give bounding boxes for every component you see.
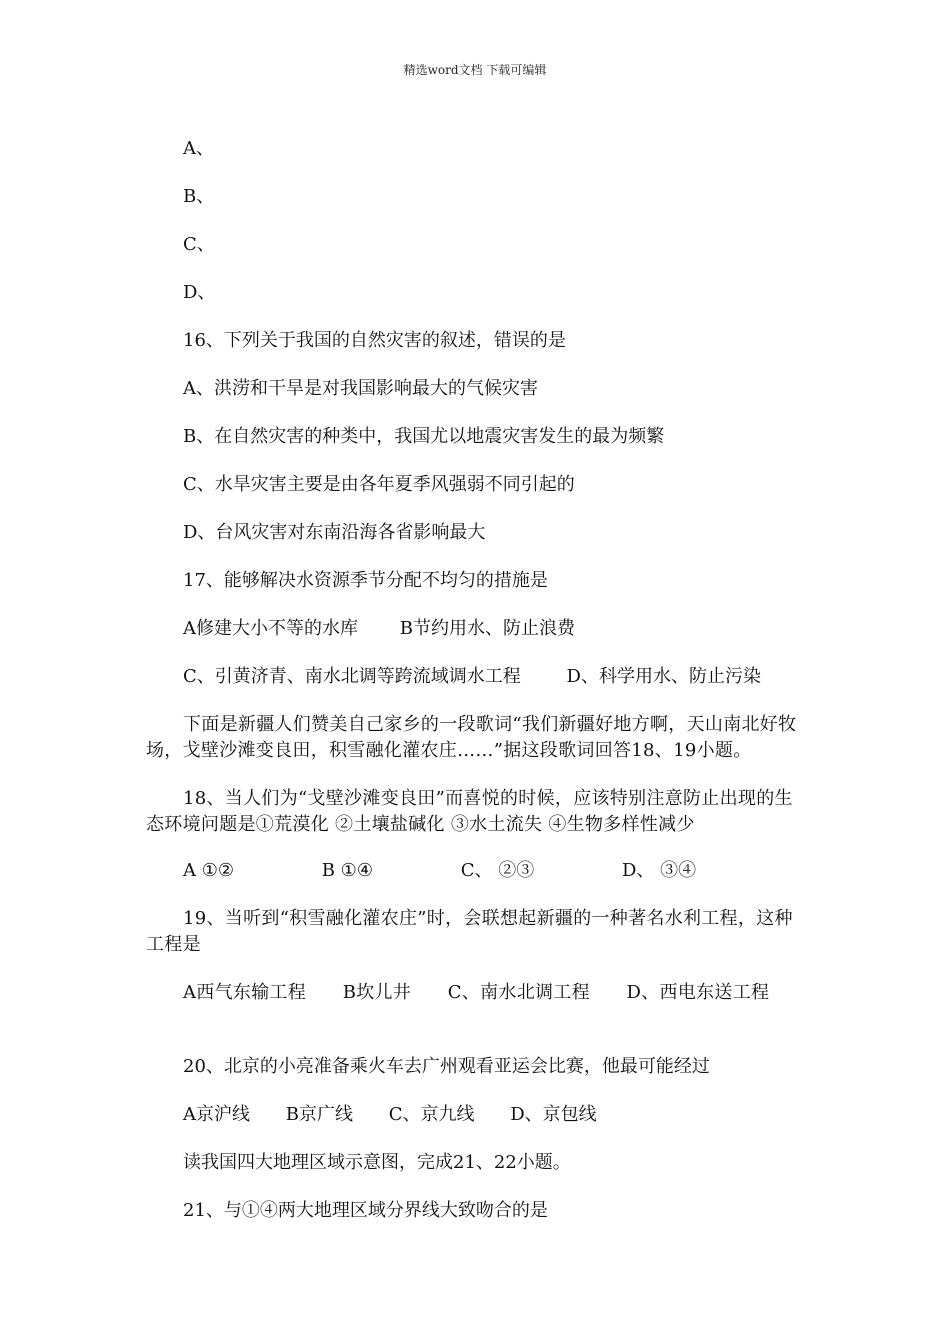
q17-options-row2 [183, 664, 761, 690]
page-header: 精选word文档 下载可编辑 [403, 63, 547, 77]
q17-option-c: C、引黄济青、南水北调等跨流域调水工程 [183, 666, 521, 687]
q18-option-a: A ①② [183, 860, 234, 881]
q18-options [183, 858, 696, 884]
q16-option-c: C、水旱灾害主要是由各年夏季风强弱不同引起的 [183, 474, 575, 495]
q20-option-d: D、京包线 [510, 1104, 597, 1125]
q16-option-d: D、台风灾害对东南沿海各省影响最大 [183, 522, 486, 543]
q16-stem: 16、下列关于我国的自然灾害的叙述，错误的是 [183, 330, 566, 351]
q20-option-b: B京广线 [285, 1104, 353, 1125]
q17-options-row1 [183, 616, 575, 642]
blank-option-a: A、 [183, 138, 214, 159]
q17-option-d: D、科学用水、防止污染 [566, 666, 761, 687]
q18-option-d: D、 ③④ [621, 860, 697, 881]
q19-stem: 19、当听到“积雪融化灌农庄”时，会联想起新疆的一种著名水利工程，这种工程是 [146, 908, 793, 955]
q18-option-b: B ①④ [321, 860, 373, 881]
blank-option-b: B、 [183, 186, 215, 207]
q20-options [183, 1102, 597, 1128]
blank-option-c: C、 [183, 234, 215, 255]
q17-option-a: A修建大小不等的水库 [183, 618, 358, 639]
blank-option-d: D、 [183, 282, 216, 303]
q20-option-c: C、京九线 [388, 1104, 475, 1125]
map-intro: 读我国四大地理区域示意图，完成21、22小题。 [183, 1152, 571, 1173]
q18-stem: 18、当人们为“戈壁沙滩变良田”而喜悦的时候，应该特别注意防止出现的生态环境问题是①荒漠化 ②土壤盐碱化 ③水土流失 ④生物多样性减少 [146, 788, 793, 835]
q21-stem: 21、与①④两大地理区域分界线大致吻合的是 [183, 1200, 548, 1221]
q18-option-c: C、 ②③ [460, 860, 535, 881]
song-passage: 下面是新疆人们赞美自己家乡的一段歌词“我们新疆好地方啊，天山南北好牧场，戈壁沙滩变良田，积雪融化灌农庄……”据这段歌词回答18、19小题。 [146, 714, 797, 761]
q16-option-a: A、洪涝和干旱是对我国影响最大的气候灾害 [183, 378, 538, 399]
q20-stem: 20、北京的小亮准备乘火车去广州观看亚运会比赛，他最可能经过 [183, 1056, 710, 1077]
q17-option-b: B节约用水、防止浪费 [399, 618, 575, 639]
q20-option-a: A京沪线 [183, 1104, 250, 1125]
q17-stem: 17、能够解决水资源季节分配不均匀的措施是 [183, 570, 548, 591]
q16-option-b: B、在自然灾害的种类中，我国尤以地震灾害发生的最为频繁 [183, 426, 665, 447]
q19-options: A西气东输工程 B坎儿井 C、南水北调工程 D、西电东送工程 [183, 982, 770, 1003]
